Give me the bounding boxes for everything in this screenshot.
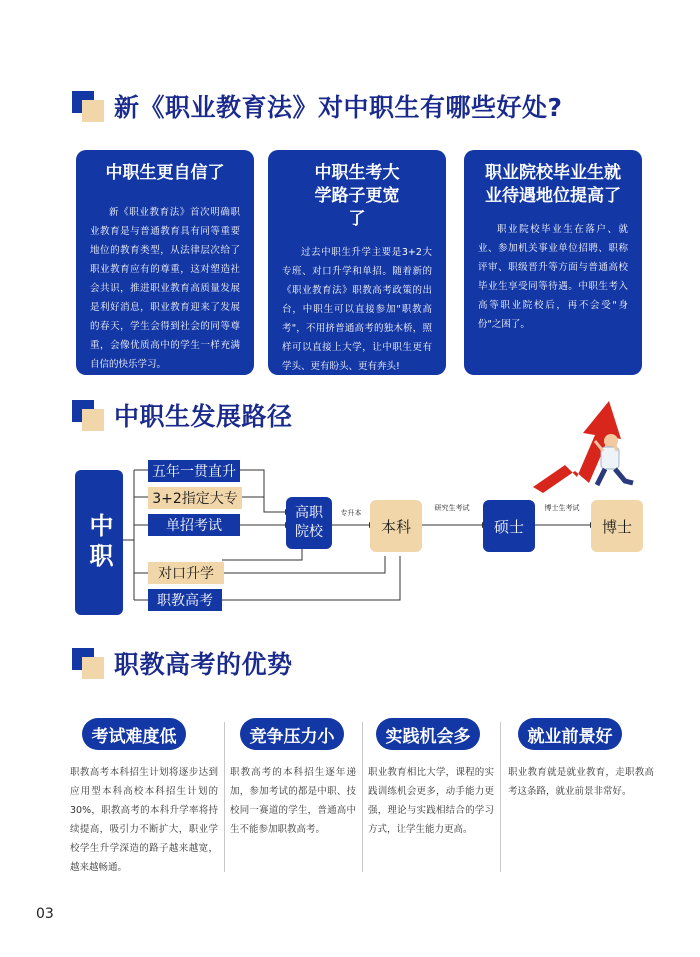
- advantage-label-employment: 就业前景好: [518, 718, 622, 750]
- node-shuoshi: 硕士: [483, 500, 535, 552]
- card-title: 中职生更自信了: [105, 163, 225, 183]
- card-title: 职业院校毕业生就业待遇地位提高了: [485, 163, 621, 206]
- advantage-text-employment: 职业教育就是就业教育，走职教高考这条路，就业前景非常好。: [508, 767, 654, 797]
- advantage-text-practice: 职业教育相比大学，课程的实践训练机会更多，动手能力更强，理论与实践相结合的学习方式，让学生能力更高。: [368, 767, 494, 835]
- section-title: 新《职业教育法》对中职生有哪些好处?: [114, 93, 563, 122]
- advantage-label-practice: 实践机会多: [376, 718, 480, 750]
- advantage-label-competition: 竞争压力小: [240, 718, 344, 750]
- advantage-label-difficulty: 考试难度低: [82, 718, 186, 750]
- column-divider: [224, 722, 225, 872]
- label-boshisheng: 博士生考试: [544, 504, 580, 512]
- start-node-zhongzhi: 中职: [75, 470, 123, 615]
- column-divider: [500, 722, 501, 872]
- advantage-text-competition: 职教高考的本科招生逐年递加，参加考试的都是中职、技校同一赛道的学生，普通高中生不能参加职教高考。: [230, 767, 356, 835]
- advantage-text-difficulty: 职教高考本科招生计划将逐步达到应用型本科高校本科招生计划的30%，职教高考的本科升学率将持续提高，吸引力不断扩大，职业学校学生升学深造的路子越来越宽，越来越畅通。: [70, 767, 218, 873]
- card-title: 中职生考大学路子更宽了: [314, 163, 400, 229]
- heading-square-icon: [72, 648, 106, 678]
- label-yanjiusheng: 研究生考试: [434, 504, 470, 512]
- node-gaozhi: 高职院校: [286, 497, 332, 549]
- route-zhijiao-gaokao: 职教高考: [148, 589, 222, 611]
- node-benke: 本科: [370, 500, 422, 552]
- label-zhuanshengben: 专升本: [340, 509, 362, 517]
- route-danzhao: 单招考试: [148, 514, 240, 536]
- page-number: 03: [36, 906, 54, 922]
- node-boshi: 博士: [591, 500, 643, 552]
- section-title: 中职生发展路径: [114, 402, 293, 431]
- route-duikou: 对口升学: [148, 562, 224, 584]
- card-body: 职业院校毕业生在落户、就业、参加机关事业单位招聘、职称评审、职级晋升等方面与普通高校毕业生享受同等待遇。中职生考入高等职业院校后，再不会受"身份"之困了。: [478, 224, 628, 330]
- section-heading-advantages: [72, 645, 293, 681]
- column-divider: [362, 722, 363, 872]
- route-wunian: 五年一贯直升: [148, 460, 240, 482]
- route-3plus2: 3+2指定大专: [148, 487, 242, 509]
- card-body: 新《职业教育法》首次明确职业教育是与普通教育具有同等重要地位的教育类型，从法律层次给了职业教育应有的尊重，这对塑造社会共识，推进职业教育高质量发展是利好消息，职业教育迎来了发展的春天，学生会得到社会的同等尊重，会像优质高中的学生一样充满自信的快乐学习。: [90, 207, 240, 370]
- card-body: 过去中职生升学主要是3+2大专班、对口升学和单招。随着新的《职业教育法》职教高考政策的出台，中职生可以直接参加"职教高考"，不用挤普通高考的独木桥，照样可以直接上大学，让中职生更有学头、更有盼头、更有奔头!: [282, 247, 432, 372]
- section-title: 职教高考的优势: [114, 650, 293, 679]
